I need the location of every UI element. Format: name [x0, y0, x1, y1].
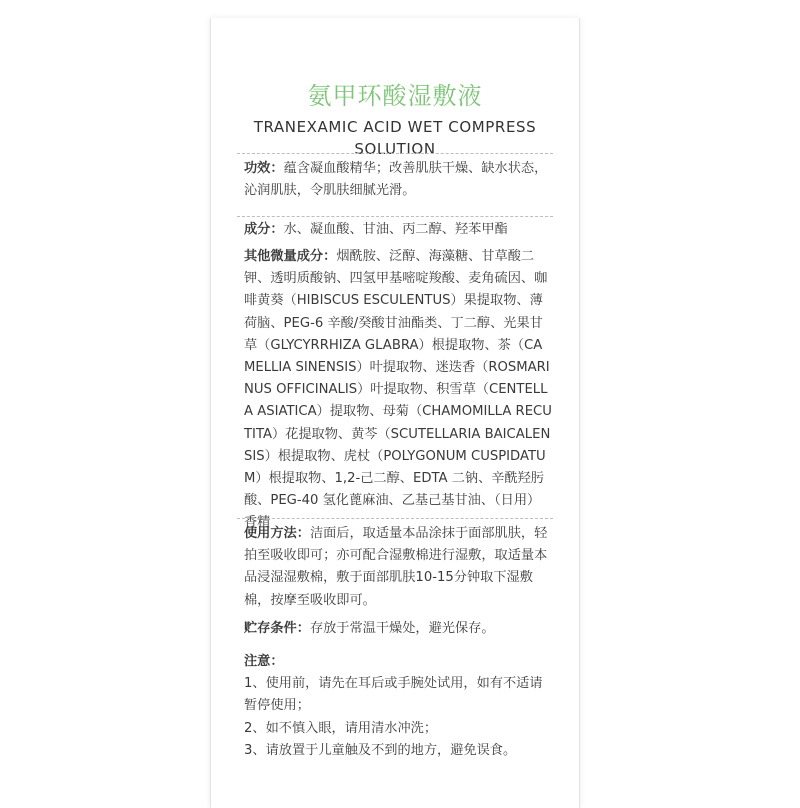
product-title-en-line1: TRANEXAMIC ACID WET COMPRESS	[253, 118, 537, 136]
efficacy-text: 蕴含凝血酸精华；改善肌肤干燥、缺水状态，沁润肌肤，令肌肤细腻光滑。	[244, 161, 548, 199]
trace-ingredients-section	[244, 246, 552, 535]
notes-label: 注意：	[244, 654, 284, 669]
trace-ingredients-text: 烟酰胺、泛醇、海藻糖、甘草酸二钾、透明质酸钠、四氢甲基嘧啶羧酸、麦角硫因、咖啡黄葵（HIBISCUS ESCULENTUS）果提取物、薄荷脑、PEG-6 辛酸/癸酸甘油酯类、丁二醇、光果甘草（GLYCYRRHIZA GLABRA）根提取物、茶（CAMELLIA SINENSIS）叶提取物、迷迭香（ROSMARINUS OFFICINALIS）叶提取物、积雪草（CENTELLA ASIATICA）提取物、母菊（CHAMOMILLA RECUTITA）花提取物、黄芩（SCUTELLARIA BAICALENSIS）根提取物、虎杖（POLYGONUM CUSPIDATUM）根提取物、1,2-己二醇、EDTA 二钠、辛酰羟肟酸、PEG-40 氢化蓖麻油、乙基己基甘油、（日用）香精	[244, 249, 552, 531]
efficacy-section	[244, 158, 552, 202]
efficacy-label: 功效：	[244, 161, 284, 176]
storage-label: 贮存条件：	[244, 621, 310, 636]
notes-section	[244, 651, 552, 762]
section-divider	[237, 216, 553, 217]
note-item: 2、如不慎入眼，请用清水冲洗；	[244, 720, 438, 736]
section-divider	[237, 153, 553, 154]
usage-label: 使用方法：	[244, 526, 310, 541]
trace-ingredients-label: 其他微量成分：	[244, 249, 337, 264]
usage-text: 洁面后，取适量本品涂抹于面部肌肤，轻拍至吸收即可；亦可配合湿敷棉进行湿敷，取适量本品浸湿湿敷棉，敷于面部肌肤10-15分钟取下湿敷棉，按摩至吸收即可。	[244, 526, 548, 608]
product-title-cn: 氨甲环酸湿敷液	[307, 82, 483, 110]
storage-section	[244, 618, 552, 640]
ingredients-text: 水、凝血酸、甘油、丙二醇、羟苯甲酯	[283, 222, 508, 237]
usage-section	[244, 523, 552, 612]
ingredients-section	[244, 219, 552, 241]
product-title-en-line2: SOLUTION	[354, 140, 436, 158]
note-item: 1、使用前，请先在耳后或手腕处试用，如有不适请暂停使用；	[244, 676, 543, 714]
storage-text: 存放于常温干燥处，避光保存。	[309, 621, 495, 636]
product-label-card	[210, 18, 580, 808]
ingredients-label: 成分：	[244, 222, 284, 237]
section-divider	[237, 518, 553, 519]
note-item: 3、请放置于儿童触及不到的地方，避免误食。	[244, 742, 517, 758]
